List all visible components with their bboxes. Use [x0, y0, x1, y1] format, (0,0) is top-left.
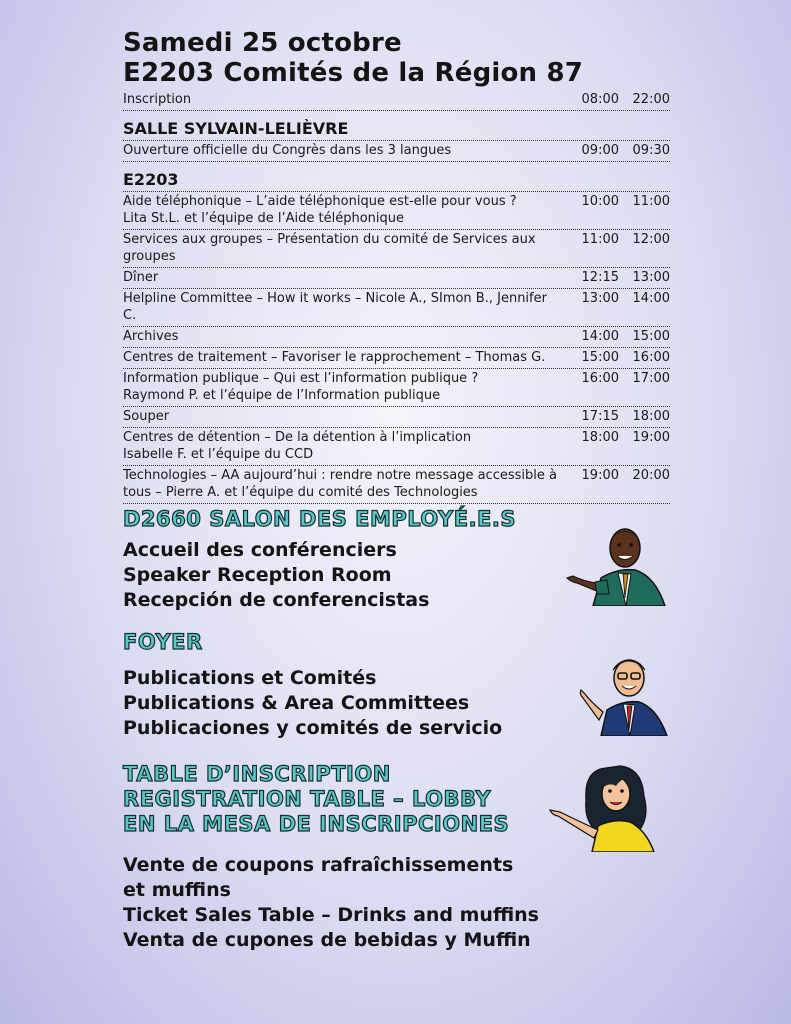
end-time: 22:00 — [632, 92, 670, 107]
older-man-pointing-illustration — [573, 650, 669, 736]
session-description: Archives — [123, 329, 179, 344]
inscription-heading-line: TABLE D’INSCRIPTION — [123, 762, 391, 786]
start-time: 18:00 — [581, 430, 619, 445]
session-description: Helpline Committee – How it works – Nicole A., SImon B., Jennifer C. — [123, 291, 547, 323]
session-description: Ouverture officielle du Congrès dans les 3 langues — [123, 143, 452, 158]
salle-rows — [123, 141, 670, 162]
schedule-row — [123, 192, 670, 230]
man-pointing-illustration — [563, 518, 669, 606]
inscription-heading — [123, 762, 509, 837]
start-time: 14:00 — [581, 329, 619, 344]
inscription-line: Vente de coupons rafraîchissements — [123, 854, 514, 876]
end-time: 13:00 — [632, 270, 670, 285]
date-title: Samedi 25 octobre — [123, 28, 402, 58]
session-times — [571, 349, 670, 366]
schedule-row — [123, 268, 670, 289]
schedule-row — [123, 141, 670, 162]
session-times — [571, 429, 670, 446]
start-time: 19:00 — [581, 468, 619, 483]
session-description: Information publique – Qui est l’information publique ? Raymond P. et l’équipe de l’Information publique — [123, 371, 479, 403]
session-description: Aide téléphonique – L’aide téléphonique est-elle pour vous ? Lita St.L. et l’équipe de l’Aide téléphonique — [123, 194, 517, 226]
room-title: E2203 Comités de la Région 87 — [123, 58, 584, 88]
session-times — [571, 231, 670, 248]
start-time: 08:00 — [581, 92, 619, 107]
foyer-heading: FOYER — [123, 630, 203, 654]
session-times — [571, 328, 670, 345]
salon-block — [123, 538, 429, 613]
start-time: 16:00 — [581, 371, 619, 386]
inscription-heading-line: EN LA MESA DE INSCRIPCIONES — [123, 812, 510, 836]
start-time: 17:15 — [581, 409, 619, 424]
end-time: 12:00 — [632, 232, 670, 247]
session-times — [571, 408, 670, 425]
e2203-rows — [123, 192, 670, 504]
end-time: 18:00 — [632, 409, 670, 424]
schedule-sheet — [123, 28, 670, 504]
session-times — [571, 193, 670, 210]
end-time: 09:30 — [632, 143, 670, 158]
session-description: Centres de traitement – Favoriser le rapprochement – Thomas G. — [123, 350, 546, 365]
start-time: 12:15 — [581, 270, 619, 285]
session-description: Dîner — [123, 270, 159, 285]
end-time: 16:00 — [632, 350, 670, 365]
schedule-row — [123, 407, 670, 428]
session-description: Services aux groupes – Présentation du comité de Services aux groupes — [123, 232, 536, 264]
session-times — [571, 142, 670, 159]
schedule-row — [123, 428, 670, 466]
session-description: Technologies – AA aujourd’hui : rendre notre message accessible à tous – Pierre A. et l’équipe du comité des Technologies — [123, 468, 557, 500]
session-description: Souper — [123, 409, 170, 424]
woman-pointing-illustration — [546, 760, 664, 852]
session-description: Centres de détention – De la détention à l’implication Isabelle F. et l’équipe du CCD — [123, 430, 472, 462]
end-time: 15:00 — [632, 329, 670, 344]
start-time: 13:00 — [581, 291, 619, 306]
schedule-row — [123, 230, 670, 268]
schedule-row — [123, 327, 670, 348]
start-time: 11:00 — [581, 232, 619, 247]
foyer-line: Publicaciones y comités de servicio — [123, 717, 503, 739]
inscription-line: et muffins — [123, 879, 231, 901]
foyer-block — [123, 666, 502, 741]
salon-line: Accueil des conférenciers — [123, 539, 397, 561]
end-time: 20:00 — [632, 468, 670, 483]
salon-heading: D2660 SALON DES EMPLOYÉ.E.S — [123, 507, 516, 531]
foyer-line: Publications & Area Committees — [123, 692, 470, 714]
section-e2203: E2203 — [123, 170, 670, 192]
foyer-line: Publications et Comités — [123, 667, 377, 689]
session-times — [571, 269, 670, 286]
session-times — [571, 91, 670, 108]
end-time: 17:00 — [632, 371, 670, 386]
session-times — [571, 467, 670, 484]
start-time: 09:00 — [581, 143, 619, 158]
intro-rows — [123, 90, 670, 111]
session-times — [571, 370, 670, 387]
end-time: 19:00 — [632, 430, 670, 445]
end-time: 11:00 — [632, 194, 670, 209]
schedule-row — [123, 466, 670, 504]
inscription-heading-line: REGISTRATION TABLE – LOBBY — [123, 787, 492, 811]
session-times — [571, 290, 670, 307]
start-time: 10:00 — [581, 194, 619, 209]
salon-line: Recepción de conferencistas — [123, 589, 430, 611]
inscription-line: Ticket Sales Table – Drinks and muffins — [123, 904, 539, 926]
schedule-row — [123, 90, 670, 111]
salon-line: Speaker Reception Room — [123, 564, 392, 586]
inscription-line: Venta de cupones de bebidas y Muffin — [123, 929, 531, 951]
schedule-row — [123, 289, 670, 327]
schedule-row — [123, 369, 670, 407]
section-salle: SALLE SYLVAIN-LELIÈVRE — [123, 119, 670, 141]
schedule-row — [123, 348, 670, 369]
end-time: 14:00 — [632, 291, 670, 306]
start-time: 15:00 — [581, 350, 619, 365]
inscription-block — [123, 853, 539, 953]
session-description: Inscription — [123, 92, 192, 107]
